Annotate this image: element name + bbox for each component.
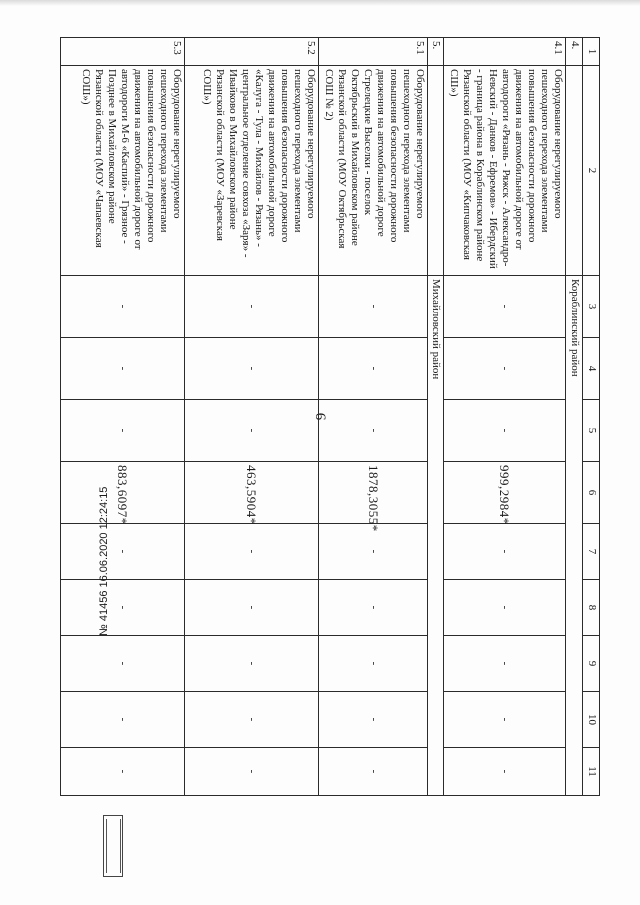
header-cell: 2: [582, 66, 599, 276]
cell-col10: -: [444, 692, 566, 748]
cell-col9: -: [319, 636, 428, 692]
cell-col8: -: [185, 580, 319, 636]
cell-col6-amount: 1878,3055*: [319, 462, 428, 524]
cell-col11: -: [319, 748, 428, 796]
row-number: 5.3: [61, 38, 185, 66]
cell-col4: -: [444, 338, 566, 400]
cell-col10: -: [61, 692, 185, 748]
table-row: [319, 38, 428, 796]
electronic-document-stamp: [103, 815, 123, 877]
section-title: Михайловский район: [428, 276, 444, 796]
header-cell: 5: [582, 400, 599, 462]
cell-col8: -: [61, 580, 185, 636]
scan-edge-shadow: [0, 0, 640, 6]
cell-col9: -: [444, 636, 566, 692]
cell-col10: -: [319, 692, 428, 748]
page-number: 9: [313, 412, 330, 421]
row-description: Оборудование нерегулируемого пешеходного перехода элементами повышения безопасности дорожного движения на автомобильной дороге от автодороги «Рязань - Ряжск - Александро-Невский - Данков - Ефремов» - Ибердский - граница района в Кораблинском районе Рязанской области (МОУ «Кипчаковская СШ»): [444, 66, 566, 276]
stamp-frame: [106, 819, 121, 873]
row-description: Оборудование нерегулируемого пешеходного перехода элементами повышения безопасности дорожного движения на автомобильной дороге «Калуга - Тула - Михайлов - Рязань» - центральное отделение совхоза «Заря» - Ивайково в Михайловском районе Рязанской области (МОУ «Заревская СОШ»): [185, 66, 319, 276]
measures-table: [60, 37, 600, 796]
row-description: Оборудование нерегулируемого пешеходного перехода элементами повышения безопасности дорожного движения на автомобильной дороге Стрелецкие Выселки - поселок Октябрьский в Михайловском районе Рязанской области (МОУ Октябрьская СОШ № 2): [319, 66, 428, 276]
cell-col7: -: [319, 524, 428, 580]
rotated-table-container: [60, 37, 600, 795]
header-cell: 11: [582, 748, 599, 796]
header-cell: 9: [582, 636, 599, 692]
section-code: 5.: [428, 38, 444, 66]
registration-footer: № 41456 16.06.2020 12:24:15: [98, 486, 110, 636]
row-number: 5.1: [319, 38, 428, 66]
table-row: [444, 38, 566, 796]
cell-col11: -: [185, 748, 319, 796]
cell-col3: -: [444, 276, 566, 338]
cell-col5: -: [61, 400, 185, 462]
cell-col9: -: [61, 636, 185, 692]
section-spacer: [566, 66, 582, 276]
cell-col4: -: [185, 338, 319, 400]
cell-col5: -: [444, 400, 566, 462]
cell-col3: -: [61, 276, 185, 338]
cell-col8: -: [444, 580, 566, 636]
cell-col7: -: [61, 524, 185, 580]
cell-col3: -: [185, 276, 319, 338]
section-title: Кораблинский район: [566, 276, 582, 796]
header-cell: 7: [582, 524, 599, 580]
section-spacer: [428, 66, 444, 276]
header-cell: 8: [582, 580, 599, 636]
cell-col9: -: [185, 636, 319, 692]
table-row: [185, 38, 319, 796]
cell-col4: -: [61, 338, 185, 400]
row-description: Оборудование нерегулируемого пешеходного перехода элементами повышения безопасности дорожного движения на автомобильной дороге от автодороги М-6 «Каспий» - Грязное - Позднее в Михайловском районе Рязанской области (МОУ «Чапаевская СОШ»): [61, 66, 185, 276]
header-row: [582, 38, 599, 796]
table-row: [61, 38, 185, 796]
cell-col10: -: [185, 692, 319, 748]
cell-col6-amount: 463,5904*: [185, 462, 319, 524]
section-row: [428, 38, 444, 796]
header-cell: 4: [582, 338, 599, 400]
cell-col6-amount: 883,6097*: [61, 462, 185, 524]
cell-col6-amount: 999,2984*: [444, 462, 566, 524]
cell-col7: -: [185, 524, 319, 580]
cell-col4: -: [319, 338, 428, 400]
cell-col3: -: [319, 276, 428, 338]
cell-col5: -: [185, 400, 319, 462]
header-cell: 1: [582, 38, 599, 66]
header-cell: 10: [582, 692, 599, 748]
cell-col8: -: [319, 580, 428, 636]
header-cell: 6: [582, 462, 599, 524]
header-cell: 3: [582, 276, 599, 338]
row-number: 4.1: [444, 38, 566, 66]
cell-col11: -: [444, 748, 566, 796]
section-code: 4.: [566, 38, 582, 66]
cell-col11: -: [61, 748, 185, 796]
row-number: 5.2: [185, 38, 319, 66]
table-body: [61, 38, 600, 796]
section-row: [566, 38, 582, 796]
cell-col7: -: [444, 524, 566, 580]
cell-col5: -: [319, 400, 428, 462]
